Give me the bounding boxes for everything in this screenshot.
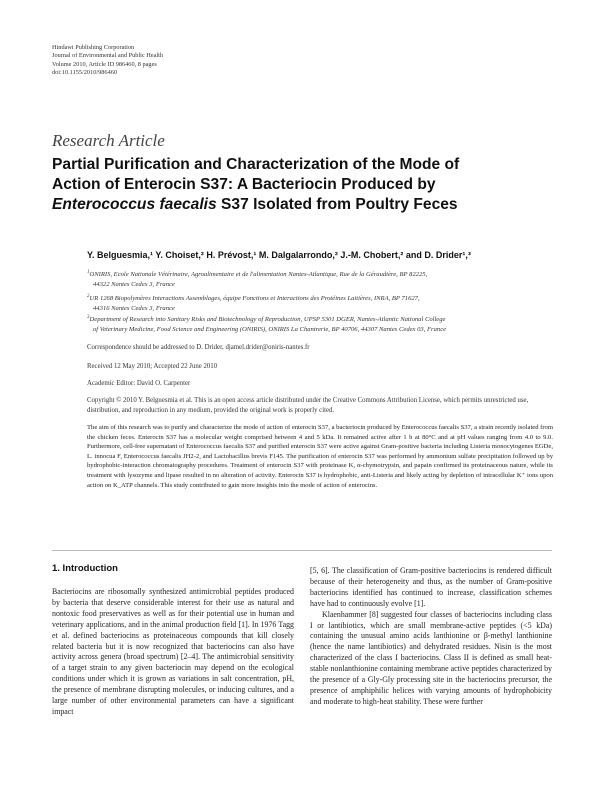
paper-title — [52, 155, 552, 215]
correspondence: Correspondence should be addressed to D. Drider, djamel.drider@oniris-nantes.fr — [87, 344, 310, 351]
right-column — [310, 566, 552, 708]
title-line-3 — [52, 195, 552, 215]
section-divider — [52, 550, 552, 551]
intro-paragraph-1: Bacteriocins are ribosomally synthesized antimicrobial peptides produced by bacteria that deserve considerable interest for their use as natural and nontoxic food preservatives as well as for their potential use in human and veterinary applications, and in the animal production field [1]. In 1976 Tagg et al. defined bacteriocins as proteinaceous compounds that kill closely related bacteria but it is now recognized that bacteriocins can also have activity across genera (broad spectrum) [2–4]. The antimicrobial sensitivity of a target strain to any given bacteriocin may depend on the ecological conditions under which it is grown as variations in salt concentration, pH, the presence of membrane disrupting molecules, or inducing cultures, and a large number of other environmental parameters can have a significant impact — [52, 587, 294, 716]
title-line-2: Action of Enterocin S37: A Bacteriocin Produced by — [52, 176, 436, 193]
affiliation-3: $^3$Department of Research into Sanitary Risks and Biotechnology of Reproduction, UPSP 5301 DGER, Nantes-Atlantic National College of Veterinary Medicine, Food Science and Engineering (ONIRIS), ONIRIS La Chantrerie, BP 40706, 44307 Nantes Cedex 03, France — [87, 315, 447, 333]
publisher-name: Hindawi Publishing Corporation — [52, 44, 135, 51]
title-line-1: Partial Purification and Characterization of the Mode of — [52, 156, 460, 173]
copyright: Copyright © 2010 Y. Belguesmia et al. This is an open access article distributed under the Creative Commons Attribution License, which permits unrestricted use, distribution, and reproduction in any medium, provided the original work is properly cited. — [87, 397, 529, 414]
doi: doi:10.1155/2010/986460 — [52, 69, 118, 77]
abstract: The aim of this research was to purify and characterize the mode of action of enterocin S37, a bacteriocin produced by Enterococcus faecalis S37, a strain recently isolated from the chicken feces. Enterocin S37 has a molecular weight comprised between 4 and 5 kDa. It remained active after 1 h at 80°C and at pH values ranging from 4.0 to 9.0. Furthermore, cell-free supernatant of Enterococcus faecalis S37 and purified enterocin S37 were active against Gram-positive bacteria including Listeria monocytogenes EGDe, L. innocua F, Enterococcus faecalis JH2-2, and Lactobacillus brevis F145. The purification of enterocin S37 was performed by ammonium sulfate precipitation followed up by hydrophobic-interaction chromatography procedures. Treatment of enterocin S37 with proteinase K, α-chymotrypsin, and papain confirmed its proteinaceous nature, while its treatment with lysozyme and lipase resulted in no alteration of activity. Enterocin S37 is hydrophobic, anti-Listeria and likely acting by depletion of intracellular K⁺ ions upon action on K_ATP channels. This study contributed to gain more insights into the mode of action of enterocins. — [87, 424, 553, 489]
journal-name: Journal of Environmental and Public Health — [52, 52, 164, 60]
affiliation-1: $^1$ONIRIS, Ecole Nationale Vétérinaire, Agroalimentaire et de l'alimentation Nantes-Atlantique, Rue de la Géraudière, BP 82225, 44322 Nantes Cedex 3, France — [87, 270, 428, 288]
left-column — [52, 587, 294, 718]
volume-info: Volume 2010, Article ID 986460, 8 pages — [52, 60, 157, 68]
intro-paragraph-2: Klaenhammer [8] suggested four classes of bacteriocins including class I or lantibiotics, which are small membrane-active peptides (<5 kDa) containing the unusual amino acids lanthionine or β-methyl lanthionine (hence the name lantibiotics) and dehydrated residues. Nisin is the most characterized of the class I bacteriocins. Class II is defined as small heat-stable nonlanthionine containing membrane active peptides characterized by the presence of a Gly-Gly processing site in the bacteriocins precursor, the presence of amphiphilic helices with varying amounts of hydrophobicity and moderate to high-heat stability. These were further — [310, 609, 552, 706]
academic-editor: Academic Editor: David O. Carpenter — [87, 380, 191, 387]
authors: Y. Belguesmia,¹ Y. Choiset,² H. Prévost,¹ M. Dalgalarrondo,² J.-M. Chobert,² and D. Drider¹,³ — [87, 250, 471, 260]
title-line-3-rest: S37 Isolated from Poultry Feces — [216, 196, 458, 213]
affiliation-2: $^2$UR 1268 Biopolymères Interactions Assemblages, équipe Fonctions et Interactions des Protéines Laitières, INRA, BP 71627, 44316 Nantes Cedex 3, France — [87, 294, 420, 312]
section-heading: 1. Introduction — [52, 563, 118, 574]
title-species: Enterococcus faecalis — [52, 196, 217, 213]
article-type: Research Article — [52, 131, 165, 150]
intro-paragraph-continued: [5, 6]. The classification of Gram-positive bacteriocins is rendered difficult because of their heterogeneity and thus, as the number of Gram-positive bacteriocins identified has continued to increase, classification schemes have had to continuously evolve [1]. — [310, 566, 552, 608]
dates: Received 12 May 2010; Accepted 22 June 2010 — [87, 363, 218, 370]
publisher-info — [52, 44, 163, 78]
